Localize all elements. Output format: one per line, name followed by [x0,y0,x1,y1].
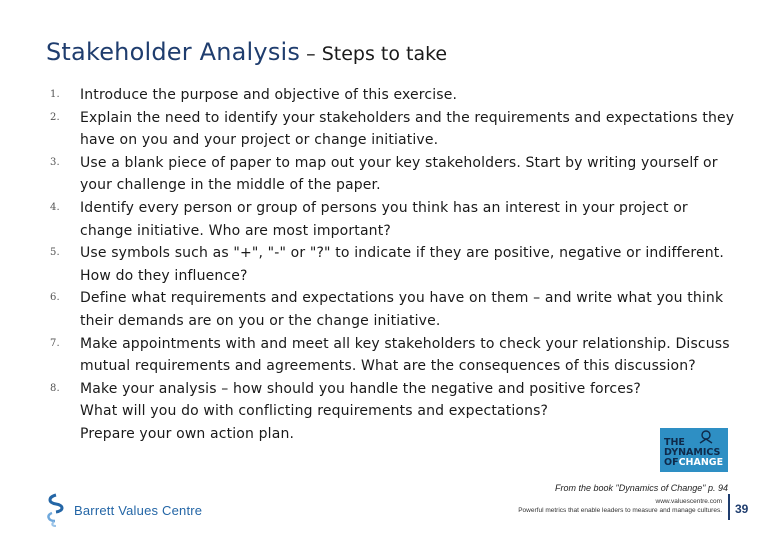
dynamics-of-change-book-logo [660,428,728,472]
footer-tagline: Powerful metrics that enable leaders to measure and manage cultures. [518,507,722,514]
book-title-of: OF [664,457,679,468]
page-number: 39 [735,502,749,516]
step-text: Use symbols such as "+", "-" or "?" to indicate if they are positive, negative or indifferent. How do they influence? [80,245,725,284]
barrett-logo [42,493,202,527]
step-text: Define what requirements and expectations you have on them – and write what you think their demands are on you or the change initiative. [80,290,724,329]
step-number: 6. [50,292,60,304]
step-text: Introduce the purpose and objective of this exercise. [80,87,458,103]
step-item [46,378,758,446]
step-item [46,84,758,107]
step-item [46,333,758,378]
step-number: 5. [50,247,60,259]
step-number: 1. [50,89,60,100]
footer-url: www.valuescentre.com [655,498,722,505]
book-caption: From the book "Dynamics of Change" p. 94 [555,483,728,493]
title-main: Stakeholder Analysis [46,38,301,66]
step-text: Make your analysis – how should you handle the negative and positive forces? What will you do with conflicting requirements and expectations? Prepare your own action plan. [80,380,641,442]
steps-list [46,84,758,446]
footer-info [518,497,722,515]
step-item [46,107,758,152]
step-text: Identify every person or group of persons you think has an interest in your project or change initiative. Who are most important? [80,199,688,239]
step-item [46,242,758,287]
step-number: 4. [50,201,60,213]
step-text: Explain the need to identify your stakeholders and the requirements and expectations they have on you and your project or change initiative. [80,109,735,149]
book-title-line1: THE [664,437,685,448]
book-title-change: CHANGE [678,457,724,468]
step-text: Make appointments with and meet all key stakeholders to check your relationship. Discuss mutual requirements and agreements. What are the consequences of this discussion? [80,335,730,375]
barrett-company-name: Barrett Values Centre [74,502,203,518]
step-text: Use a blank piece of paper to map out your key stakeholders. Start by writing yourself or your challenge in the middle of the paper. [80,154,718,194]
step-item [46,152,758,197]
step-item [46,197,758,242]
book-title-line3 [664,458,723,468]
step-item [46,287,758,332]
step-number: 7. [50,337,60,349]
step-number: 3. [50,156,60,168]
step-number: 2. [50,111,60,123]
slide-title [46,30,447,68]
footer-divider [728,494,730,520]
title-subtitle: – Steps to take [300,43,448,65]
step-number: 8. [50,382,60,394]
book-title-line2: DYNAMICS [664,447,721,458]
barrett-swirl-icon [42,493,70,527]
